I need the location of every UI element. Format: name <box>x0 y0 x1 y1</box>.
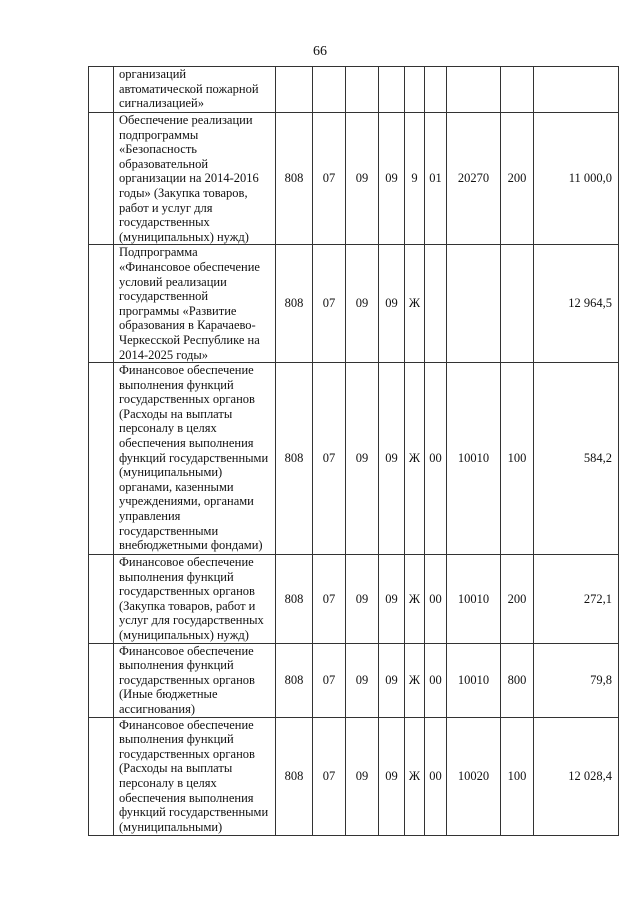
expense-name-line: государственных органов <box>119 672 255 687</box>
amount-cell: 79,8 <box>534 643 619 717</box>
expense-name-line: 2014-2025 годы» <box>119 347 209 362</box>
expense-name-line: организации на 2014-2016 <box>119 171 259 186</box>
row-number-cell <box>89 555 114 644</box>
direction-code-cell: 10020 <box>447 717 501 835</box>
expense-name-line: государственных <box>119 215 210 230</box>
vedomstvo-cell <box>276 67 313 113</box>
table-row <box>89 67 619 113</box>
amount-cell: 11 000,0 <box>534 113 619 245</box>
main-activity-code-cell: 01 <box>425 113 447 245</box>
row-number-cell <box>89 245 114 363</box>
expense-name-line: автоматической пожарной <box>119 81 259 96</box>
expense-name-line: организаций <box>119 67 187 81</box>
expense-name-line: персоналу в целях <box>119 776 217 791</box>
program-code-cell: 09 <box>379 113 405 245</box>
razdel-cell: 07 <box>313 717 346 835</box>
direction-code-cell: 10010 <box>447 643 501 717</box>
table-row <box>89 555 619 644</box>
row-number-cell <box>89 643 114 717</box>
row-number-cell <box>89 67 114 113</box>
expense-name-line: управления <box>119 509 181 524</box>
expense-name-line: программы «Развитие <box>119 303 237 318</box>
main-activity-code-cell: 00 <box>425 643 447 717</box>
row-number-cell <box>89 363 114 555</box>
expense-name-line: Финансовое обеспечение <box>119 717 254 732</box>
table-row <box>89 113 619 245</box>
expense-name-line: обеспечения выполнения <box>119 436 254 451</box>
expense-name-line: (Иные бюджетные <box>119 687 218 702</box>
amount-cell: 12 964,5 <box>534 245 619 363</box>
expense-name-line: Финансовое обеспечение <box>119 643 254 658</box>
expense-name-line: «Финансовое обеспечение <box>119 259 260 274</box>
vedomstvo-cell: 808 <box>276 717 313 835</box>
amount-cell: 12 028,4 <box>534 717 619 835</box>
expense-name-cell <box>114 245 276 363</box>
expense-name-line: функций государственными <box>119 805 269 820</box>
expense-type-cell <box>501 245 534 363</box>
vedomstvo-cell: 808 <box>276 643 313 717</box>
amount-cell <box>534 67 619 113</box>
program-code-cell: 09 <box>379 717 405 835</box>
program-code-cell <box>379 67 405 113</box>
expense-type-cell: 200 <box>501 113 534 245</box>
direction-code-cell: 10010 <box>447 363 501 555</box>
expense-name-line: обеспечения выполнения <box>119 790 254 805</box>
expense-name-cell <box>114 555 276 644</box>
podrazdel-cell: 09 <box>346 643 379 717</box>
program-code-cell: 09 <box>379 643 405 717</box>
expense-name-line: Финансовое обеспечение <box>119 555 254 570</box>
row-number-cell <box>89 717 114 835</box>
podrazdel-cell: 09 <box>346 555 379 644</box>
expense-type-cell: 100 <box>501 717 534 835</box>
expense-name-cell <box>114 643 276 717</box>
vedomstvo-cell: 808 <box>276 245 313 363</box>
expense-name-line: (муниципальными) <box>119 465 223 480</box>
subprogram-code-cell: Ж <box>405 363 425 555</box>
program-code-cell: 09 <box>379 245 405 363</box>
expense-name-line: государственной <box>119 289 209 304</box>
expense-name-line: (муниципальными) <box>119 819 223 834</box>
expense-name-line: Обеспечение реализации <box>119 113 253 127</box>
main-activity-code-cell <box>425 67 447 113</box>
subprogram-code-cell: Ж <box>405 717 425 835</box>
razdel-cell: 07 <box>313 113 346 245</box>
expense-name-line: работ и услуг для <box>119 200 213 215</box>
expense-name-line: персоналу в целях <box>119 421 217 436</box>
expense-name-line: годы» (Закупка товаров, <box>119 185 248 200</box>
table-row <box>89 245 619 363</box>
subprogram-code-cell <box>405 67 425 113</box>
expense-name-line: функций государственными <box>119 450 269 465</box>
expense-name-line: сигнализацией» <box>119 96 204 111</box>
main-activity-code-cell: 00 <box>425 555 447 644</box>
razdel-cell <box>313 67 346 113</box>
expense-name-cell <box>114 113 276 245</box>
subprogram-code-cell: Ж <box>405 643 425 717</box>
row-number-cell <box>89 113 114 245</box>
expense-name-line: (муниципальных) нужд) <box>119 229 249 244</box>
expense-name-cell <box>114 717 276 835</box>
expense-type-cell <box>501 67 534 113</box>
main-activity-code-cell: 00 <box>425 717 447 835</box>
expense-name-line: (Расходы на выплаты <box>119 406 233 421</box>
table-row <box>89 363 619 555</box>
podrazdel-cell <box>346 67 379 113</box>
razdel-cell: 07 <box>313 363 346 555</box>
expense-name-line: государственных органов <box>119 746 255 761</box>
expense-name-line: (Закупка товаров, работ и <box>119 598 256 613</box>
razdel-cell: 07 <box>313 555 346 644</box>
table-row <box>89 717 619 835</box>
page-number: 66 <box>313 44 327 59</box>
subprogram-code-cell: 9 <box>405 113 425 245</box>
expense-name-line: (муниципальных) нужд) <box>119 628 249 643</box>
direction-code-cell: 10010 <box>447 555 501 644</box>
direction-code-cell: 20270 <box>447 113 501 245</box>
podrazdel-cell: 09 <box>346 245 379 363</box>
razdel-cell: 07 <box>313 643 346 717</box>
expense-name-line: условий реализации <box>119 274 227 289</box>
expense-name-line: образовательной <box>119 156 209 171</box>
podrazdel-cell: 09 <box>346 363 379 555</box>
expense-name-line: подпрограммы <box>119 127 199 142</box>
expense-type-cell: 100 <box>501 363 534 555</box>
expense-type-cell: 200 <box>501 555 534 644</box>
expense-name-line: Черкесской Республике на <box>119 332 260 347</box>
budget-table <box>88 66 619 836</box>
table-row <box>89 643 619 717</box>
vedomstvo-cell: 808 <box>276 555 313 644</box>
vedomstvo-cell: 808 <box>276 113 313 245</box>
expense-name-line: выполнения функций <box>119 569 234 584</box>
main-activity-code-cell <box>425 245 447 363</box>
expense-name-line: Финансовое обеспечение <box>119 363 254 378</box>
program-code-cell: 09 <box>379 555 405 644</box>
expense-name-line: внебюджетными фондами) <box>119 538 263 553</box>
vedomstvo-cell: 808 <box>276 363 313 555</box>
amount-cell: 584,2 <box>534 363 619 555</box>
expense-name-line: государственных органов <box>119 584 255 599</box>
expense-name-line: учреждениями, органами <box>119 494 254 509</box>
expense-name-line: выполнения функций <box>119 658 234 673</box>
expense-name-line: (Расходы на выплаты <box>119 761 233 776</box>
expense-name-line: ассигнования) <box>119 702 195 717</box>
expense-name-cell <box>114 67 276 113</box>
direction-code-cell <box>447 245 501 363</box>
expense-name-line: «Безопасность <box>119 142 197 157</box>
podrazdel-cell: 09 <box>346 717 379 835</box>
subprogram-code-cell: Ж <box>405 555 425 644</box>
expense-name-line: услуг для государственных <box>119 613 264 628</box>
expense-name-line: выполнения функций <box>119 377 234 392</box>
direction-code-cell <box>447 67 501 113</box>
expense-name-line: выполнения функций <box>119 732 234 747</box>
expense-name-line: государственных органов <box>119 392 255 407</box>
expense-name-line: Подпрограмма <box>119 245 198 260</box>
subprogram-code-cell: Ж <box>405 245 425 363</box>
expense-name-cell <box>114 363 276 555</box>
expense-name-line: государственными <box>119 523 219 538</box>
podrazdel-cell: 09 <box>346 113 379 245</box>
expense-name-line: образования в Карачаево- <box>119 318 256 333</box>
razdel-cell: 07 <box>313 245 346 363</box>
expense-type-cell: 800 <box>501 643 534 717</box>
program-code-cell: 09 <box>379 363 405 555</box>
main-activity-code-cell: 00 <box>425 363 447 555</box>
expense-name-line: органами, казенными <box>119 479 234 494</box>
amount-cell: 272,1 <box>534 555 619 644</box>
